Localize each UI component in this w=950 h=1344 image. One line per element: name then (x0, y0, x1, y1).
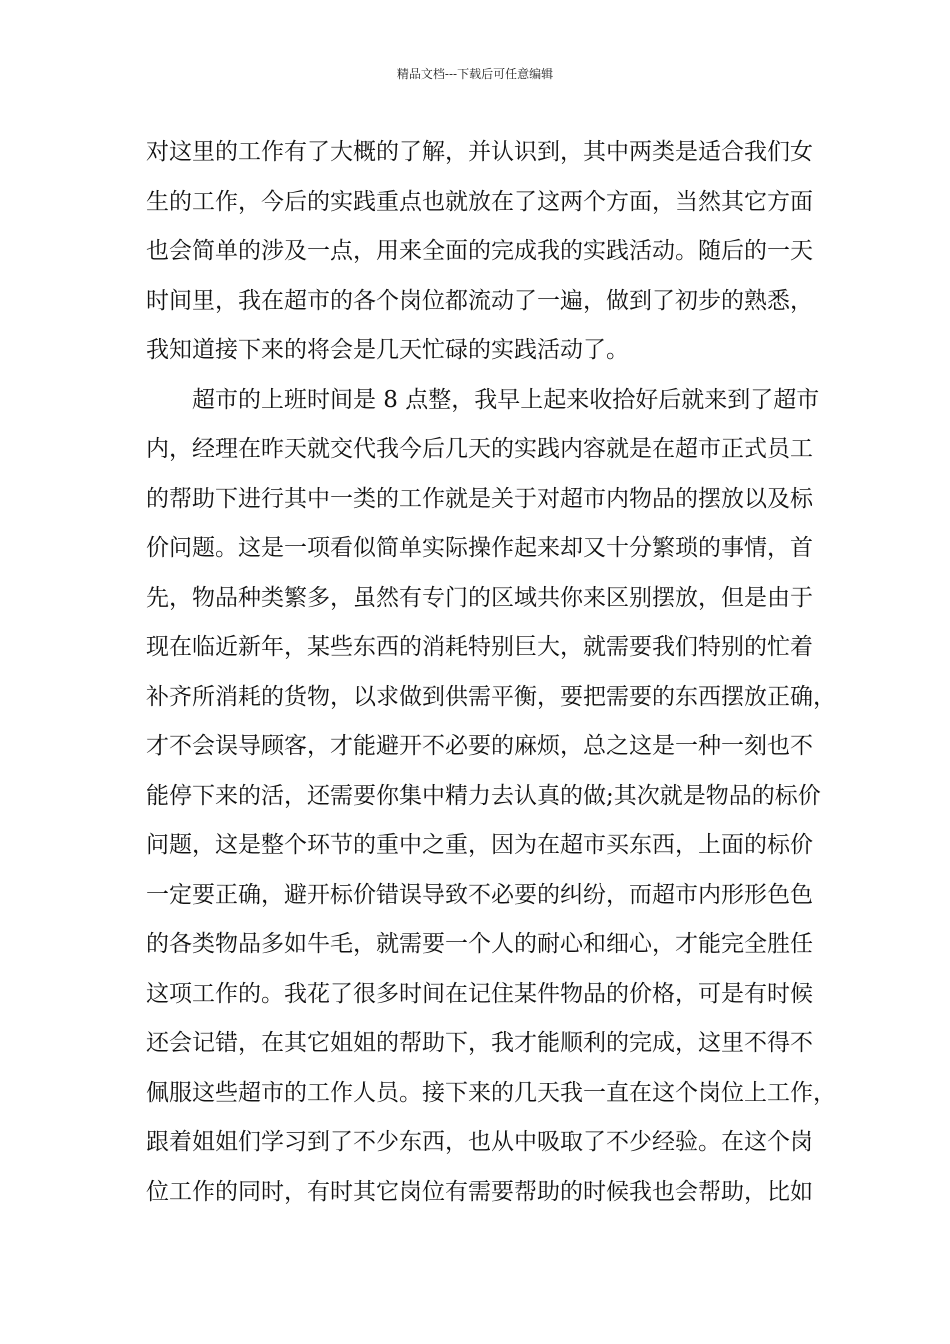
paragraph-1 (146, 128, 826, 376)
text-line: 问题，这是整个环节的重中之重，因为在超市买东西，上面的标价 (146, 832, 813, 858)
text-line: 我知道接下来的将会是几天忙碌的实践活动了。 (146, 337, 629, 363)
text-line: 还会记错，在其它姐姐的帮助下，我才能顺利的完成，这里不得不 (146, 1030, 813, 1056)
text-line: 位工作的同时，有时其它岗位有需要帮助的时候我也会帮助，比如 (146, 1178, 813, 1205)
text-line: 也会简单的涉及一点，用来全面的完成我的实践活动。随后的一天 (146, 238, 813, 264)
text-line-indented: 超市的上班时间是 8 点整，我早上起来收拾好后就来到了超市 (192, 386, 820, 413)
paragraph-2 (146, 376, 836, 1218)
text-line: 现在临近新年，某些东西的消耗特别巨大，就需要我们特别的忙着 (146, 634, 813, 660)
text-line: 的帮助下进行其中一类的工作就是关于对超市内物品的摆放以及标 (146, 485, 813, 512)
text-line: 这项工作的。我花了很多时间在记住某件物品的价格，可是有时候 (146, 980, 813, 1007)
text-line: 能停下来的活，还需要你集中精力去认真的做;其次就是物品的标价 (146, 782, 821, 809)
text-line: 先，物品种类繁多，虽然有专门的区域共你来区别摆放，但是由于 (146, 584, 813, 611)
page-header: 精品文档---下载后可任意编辑 (396, 67, 554, 81)
text-line: 一定要正确，避开标价错误导致不必要的纠纷，而超市内形形色色 (146, 881, 813, 908)
text-line: 补齐所消耗的货物，以求做到供需平衡，要把需要的东西摆放正确， (146, 683, 836, 710)
text-line: 价问题。这是一项看似简单实际操作起来却又十分繁琐的事情，首 (146, 535, 813, 561)
text-line: 才不会误导顾客，才能避开不必要的麻烦，总之这是一种一刻也不 (146, 733, 813, 759)
text-line: 内，经理在昨天就交代我今后几天的实践内容就是在超市正式员工 (146, 436, 813, 462)
text-line: 对这里的工作有了大概的了解，并认识到，其中两类是适合我们女 (146, 139, 813, 165)
text-line: 跟着姐姐们学习到了不少东西，也从中吸取了不少经验。在这个岗 (146, 1129, 813, 1155)
document-body (146, 128, 836, 1217)
text-line: 时间里，我在超市的各个岗位都流动了一遍，做到了初步的熟悉， (146, 287, 813, 314)
text-line: 的各类物品多如牛毛，就需要一个人的耐心和细心，才能完全胜任 (146, 931, 813, 957)
text-line: 生的工作，今后的实践重点也就放在了这两个方面，当然其它方面 (146, 188, 813, 215)
text-line: 佩服这些超市的工作人员。接下来的几天我一直在这个岗位上工作， (146, 1079, 836, 1106)
